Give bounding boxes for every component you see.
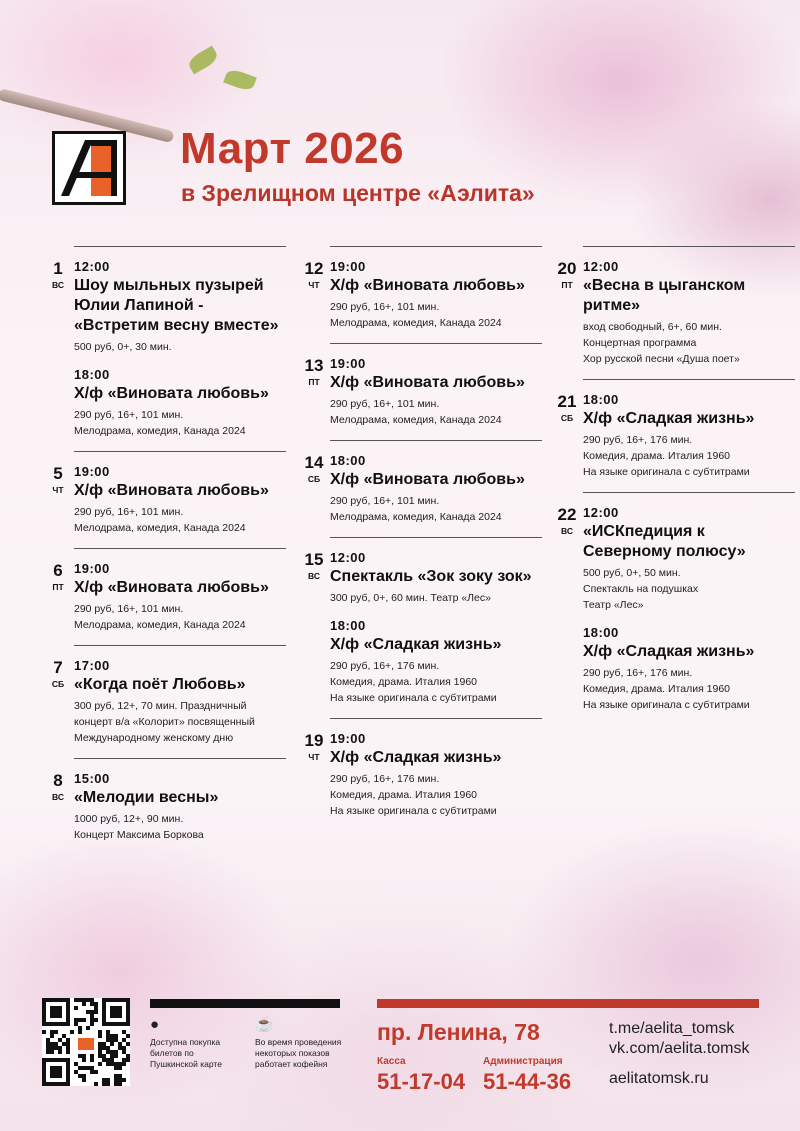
weekday: ПТ bbox=[52, 582, 64, 592]
event-title: Спектакль «Зок зоку зок» bbox=[330, 568, 532, 585]
event-time: 18:00 bbox=[74, 367, 110, 382]
event-info-line: Театр «Лес» bbox=[583, 599, 644, 611]
event bbox=[330, 259, 542, 331]
day-number: 20 bbox=[557, 259, 577, 278]
event-title: Х/ф «Виновата любовь» bbox=[74, 385, 269, 402]
event-time: 17:00 bbox=[74, 658, 110, 673]
event-info bbox=[74, 339, 286, 355]
day-number: 1 bbox=[53, 259, 63, 278]
event bbox=[330, 356, 542, 428]
accent-bar bbox=[377, 999, 759, 1008]
weekday: СБ bbox=[307, 474, 321, 484]
day-block bbox=[557, 492, 795, 713]
event-info-line: 290 руб, 16+, 176 мин. bbox=[583, 667, 693, 679]
event-info bbox=[74, 811, 286, 843]
day-date bbox=[555, 392, 579, 423]
event-time: 19:00 bbox=[330, 731, 366, 746]
page-title: Март 2026 bbox=[180, 124, 405, 173]
day-number: 8 bbox=[53, 771, 63, 790]
day-block bbox=[557, 246, 795, 367]
event-info bbox=[330, 396, 542, 428]
event bbox=[74, 771, 286, 843]
address: пр. Ленина, 78 bbox=[377, 1019, 540, 1045]
day-date bbox=[555, 259, 579, 290]
event-info-line: 500 руб, 0+, 30 мин. bbox=[74, 341, 172, 353]
contacts bbox=[377, 999, 759, 1094]
pushkin-icon: ● bbox=[150, 1016, 160, 1033]
weekday: СБ bbox=[51, 679, 65, 689]
event-info bbox=[330, 590, 542, 606]
weekday: ПТ bbox=[308, 377, 320, 387]
event-time: 19:00 bbox=[330, 356, 366, 371]
event bbox=[74, 658, 286, 746]
event-title: Шоу мыльных пузырей Юлии Лапиной - «Встретим весну вместе» bbox=[74, 277, 279, 334]
event-info-line: На языке оригинала с субтитрами bbox=[583, 699, 750, 711]
event-info-line: На языке оригинала с субтитрами bbox=[330, 692, 497, 704]
day-block bbox=[52, 246, 286, 439]
event-title: «Когда поёт Любовь» bbox=[74, 676, 246, 693]
kassa-label: Касса bbox=[377, 1056, 406, 1067]
event-info bbox=[74, 504, 286, 536]
event-info-line: 290 руб, 16+, 176 мин. bbox=[583, 434, 693, 446]
website-link[interactable]: aelitatomsk.ru bbox=[609, 1070, 709, 1087]
day-block bbox=[52, 451, 286, 536]
day-date bbox=[302, 550, 326, 581]
event-info-line: Международному женскому дню bbox=[74, 732, 234, 744]
weekday: СБ bbox=[560, 413, 574, 423]
day-block bbox=[51, 645, 286, 746]
day-date bbox=[46, 771, 70, 802]
day-date bbox=[46, 658, 70, 689]
event-info-line: Комедия, драма. Италия 1960 bbox=[583, 683, 731, 695]
day-date bbox=[46, 464, 70, 495]
weekday: ВС bbox=[308, 571, 320, 581]
day-number: 6 bbox=[53, 561, 63, 580]
event-info-line: 500 руб, 0+, 50 мин. bbox=[583, 567, 681, 579]
event bbox=[330, 618, 542, 706]
day-block bbox=[304, 537, 542, 706]
event-time: 12:00 bbox=[74, 259, 110, 274]
event bbox=[74, 367, 286, 439]
event-title: Х/ф «Виновата любовь» bbox=[330, 277, 525, 294]
event-info-line: 300 руб, 12+, 70 мин. Праздничный bbox=[74, 700, 247, 712]
event-time: 19:00 bbox=[74, 561, 110, 576]
day-block bbox=[52, 758, 286, 843]
event bbox=[330, 731, 542, 819]
event-info-line: 290 руб, 16+, 101 мин. bbox=[74, 506, 184, 518]
event-title: Х/ф «Виновата любовь» bbox=[330, 471, 525, 488]
admin-phone[interactable]: 51-44-36 bbox=[483, 1069, 572, 1094]
event-info bbox=[330, 771, 542, 819]
weekday: ВС bbox=[561, 526, 573, 536]
cafe-block bbox=[255, 1016, 343, 1070]
aelita-logo bbox=[52, 131, 126, 205]
event-title: Х/ф «Сладкая жизнь» bbox=[583, 410, 755, 427]
event-info-line: Спектакль на подушках bbox=[583, 583, 699, 595]
day-number: 7 bbox=[53, 658, 63, 677]
event-info-line: Мелодрама, комедия, Канада 2024 bbox=[74, 425, 246, 437]
day-date bbox=[302, 356, 326, 387]
event-title: Х/ф «Виновата любовь» bbox=[330, 374, 525, 391]
vk-link[interactable]: vk.com/aelita.tomsk bbox=[609, 1040, 750, 1057]
page-subtitle: в Зрелищном центре «Аэлита» bbox=[181, 180, 535, 206]
day-number: 19 bbox=[304, 731, 324, 750]
event-info bbox=[583, 565, 795, 613]
event-time: 12:00 bbox=[330, 550, 366, 565]
event-info-line: 290 руб, 16+, 101 мин. bbox=[330, 301, 440, 313]
event-info-line: Концертная программа bbox=[583, 337, 697, 349]
weekday: ЧТ bbox=[308, 280, 320, 290]
event-info-line: 290 руб, 16+, 176 мин. bbox=[330, 773, 440, 785]
schedule-column-1 bbox=[51, 246, 286, 855]
event-info bbox=[583, 319, 795, 367]
event-info-line: вход свободный, 6+, 60 мин. bbox=[583, 321, 722, 333]
event-info-line: Комедия, драма. Италия 1960 bbox=[583, 450, 731, 462]
event bbox=[583, 625, 795, 713]
event-info-line: концерт в/а «Колорит» посвященный bbox=[74, 716, 255, 728]
event-time: 18:00 bbox=[330, 618, 366, 633]
event-info-line: 290 руб, 16+, 101 мин. bbox=[74, 603, 184, 615]
qr-code[interactable] bbox=[42, 998, 130, 1086]
event-info bbox=[74, 601, 286, 633]
pushkin-card-block bbox=[150, 1016, 240, 1070]
event bbox=[330, 453, 542, 525]
event-title: Х/ф «Сладкая жизнь» bbox=[583, 643, 755, 660]
day-block bbox=[304, 246, 542, 331]
event-info-line: 290 руб, 16+, 176 мин. bbox=[330, 660, 440, 672]
contact-links bbox=[609, 1019, 749, 1089]
kassa-phone[interactable]: 51-17-04 bbox=[377, 1069, 466, 1094]
event-info-line: 290 руб, 16+, 101 мин. bbox=[74, 409, 184, 421]
day-block bbox=[304, 440, 542, 525]
weekday: ПТ bbox=[561, 280, 573, 290]
event-info bbox=[74, 407, 286, 439]
event bbox=[74, 561, 286, 633]
day-number: 15 bbox=[304, 550, 324, 569]
pushkin-text: Доступна покупка билетов по Пушкинской карте bbox=[150, 1037, 222, 1069]
event-info-line: Мелодрама, комедия, Канада 2024 bbox=[74, 619, 246, 631]
event-time: 12:00 bbox=[583, 259, 619, 274]
event bbox=[74, 259, 286, 355]
event-info-line: Мелодрама, комедия, Канада 2024 bbox=[74, 522, 246, 534]
event-title: «Весна в цыганском ритме» bbox=[583, 277, 746, 314]
weekday: ВС bbox=[52, 280, 64, 290]
day-block bbox=[304, 343, 542, 428]
event-info-line: Комедия, драма. Италия 1960 bbox=[330, 676, 478, 688]
event-time: 18:00 bbox=[583, 392, 619, 407]
event-title: Х/ф «Сладкая жизнь» bbox=[330, 749, 502, 766]
day-number: 12 bbox=[304, 259, 324, 278]
event-info bbox=[583, 665, 795, 713]
day-number: 14 bbox=[304, 453, 324, 472]
event-info-line: Концерт Максима Боркова bbox=[74, 829, 204, 841]
coffee-cup-icon: ☕ bbox=[255, 1016, 274, 1033]
event-info-line: Хор русской песни «Душа поет» bbox=[583, 353, 740, 365]
admin-label: Администрация bbox=[483, 1056, 563, 1067]
telegram-link[interactable]: t.me/aelita_tomsk bbox=[609, 1020, 735, 1037]
event-info bbox=[74, 698, 286, 746]
day-block bbox=[304, 718, 542, 819]
event-info-line: На языке оригинала с субтитрами bbox=[583, 466, 750, 478]
day-block bbox=[52, 548, 286, 633]
day-date bbox=[302, 731, 326, 762]
event-info bbox=[330, 299, 542, 331]
day-date bbox=[302, 453, 326, 484]
event-info-line: 290 руб, 16+, 101 мин. bbox=[330, 398, 440, 410]
event-time: 19:00 bbox=[74, 464, 110, 479]
event bbox=[583, 505, 795, 613]
event-title: «ИСКпедиция к Северному полюсу» bbox=[583, 523, 746, 560]
event-info-line: Мелодрама, комедия, Канада 2024 bbox=[330, 414, 502, 426]
event-info-line: 300 руб, 0+, 60 мин. Театр «Лес» bbox=[330, 592, 491, 604]
schedule-column-3 bbox=[557, 246, 795, 725]
leaf-decoration bbox=[223, 67, 257, 92]
schedule-column-2 bbox=[304, 246, 542, 831]
event-time: 18:00 bbox=[330, 453, 366, 468]
event-info-line: Мелодрама, комедия, Канада 2024 bbox=[330, 317, 502, 329]
event bbox=[330, 550, 542, 606]
weekday: ЧТ bbox=[52, 485, 64, 495]
event bbox=[583, 259, 795, 367]
day-date bbox=[46, 561, 70, 592]
event-info-line: Комедия, драма. Италия 1960 bbox=[330, 789, 478, 801]
day-block bbox=[557, 379, 795, 480]
leaf-decoration bbox=[186, 46, 220, 75]
event-title: Х/ф «Виновата любовь» bbox=[74, 482, 269, 499]
event-info bbox=[330, 658, 542, 706]
day-number: 22 bbox=[557, 505, 577, 524]
day-date bbox=[302, 259, 326, 290]
cafe-text: Во время проведения некоторых показов работает кофейня bbox=[255, 1037, 342, 1069]
day-date bbox=[555, 505, 579, 536]
event-info-line: 1000 руб, 12+, 90 мин. bbox=[74, 813, 184, 825]
event-time: 19:00 bbox=[330, 259, 366, 274]
event-info-line: На языке оригинала с субтитрами bbox=[330, 805, 497, 817]
event-title: Х/ф «Сладкая жизнь» bbox=[330, 636, 502, 653]
event-info-line: Мелодрама, комедия, Канада 2024 bbox=[330, 511, 502, 523]
event-title: Х/ф «Виновата любовь» bbox=[74, 579, 269, 596]
day-number: 5 bbox=[53, 464, 63, 483]
event-info-line: 290 руб, 16+, 101 мин. bbox=[330, 495, 440, 507]
event bbox=[583, 392, 795, 480]
day-date bbox=[46, 259, 70, 290]
weekday: ВС bbox=[52, 792, 64, 802]
event-info bbox=[583, 432, 795, 480]
event-info bbox=[330, 493, 542, 525]
event-time: 18:00 bbox=[583, 625, 619, 640]
day-number: 13 bbox=[304, 356, 324, 375]
pushkin-card-info bbox=[150, 999, 342, 1069]
event-time: 12:00 bbox=[583, 505, 619, 520]
day-number: 21 bbox=[557, 392, 577, 411]
divider-bar bbox=[150, 999, 340, 1008]
event-time: 15:00 bbox=[74, 771, 110, 786]
weekday: ЧТ bbox=[308, 752, 320, 762]
event bbox=[74, 464, 286, 536]
event-title: «Мелодии весны» bbox=[74, 789, 219, 806]
